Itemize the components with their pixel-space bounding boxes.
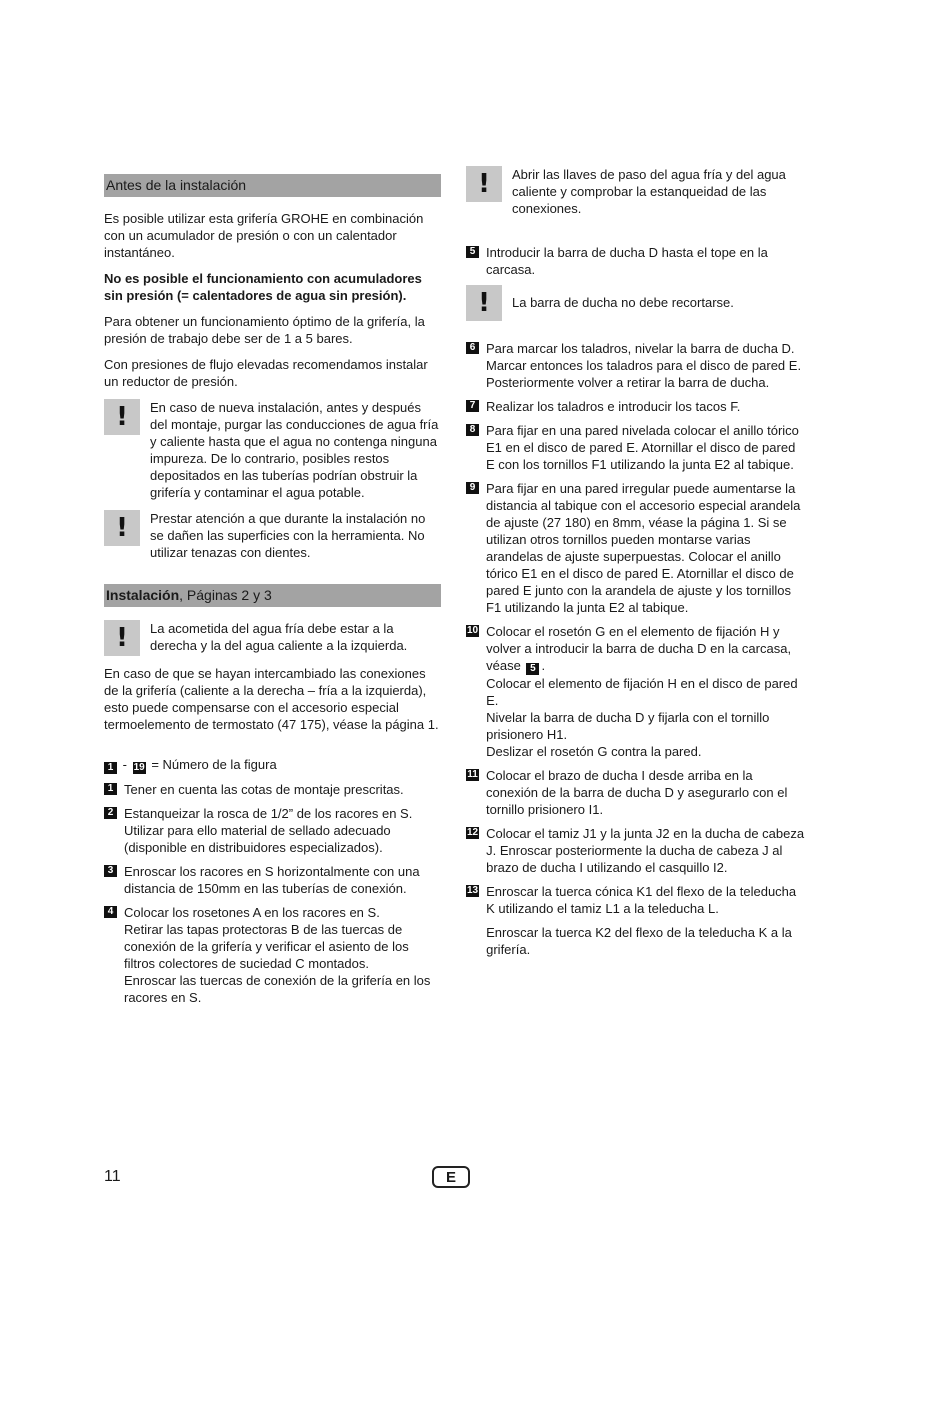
warning-text: En caso de nueva instalación, antes y después del montaje, purgar las conducciones de agua fría y caliente hasta que el agua no contenga ninguna impureza. De lo contrario, posibles restos depositados en las tuberías podrían obstruir la grifería y contaminar el agua potable. (150, 400, 439, 500)
page-number: 11 (104, 1168, 121, 1185)
warning-note (104, 399, 441, 501)
heading-rest: , Páginas 2 y 3 (179, 587, 272, 603)
step-line: Colocar los rosetones A en los racores en S. (124, 905, 380, 920)
paragraph: Con presiones de flujo elevadas recomendamos instalar un reductor de presión. (104, 357, 428, 389)
step-number-badge: 12 (467, 827, 479, 838)
step-number-badge: 3 (104, 865, 117, 877)
step-item (466, 398, 806, 415)
figure-number-badge: 1 (104, 762, 117, 774)
step-text: Tener en cuenta las cotas de montaje prescritas. (124, 782, 404, 797)
step-number-badge: 4 (104, 906, 117, 918)
warning-note (466, 285, 806, 321)
heading-bold: Instalación (106, 587, 180, 603)
paragraph: Para obtener un funcionamiento óptimo de la grifería, la presión de trabajo debe ser de 1 a 5 bares. (104, 314, 425, 346)
step-item (466, 883, 806, 917)
step-text (124, 904, 441, 1006)
step-line: Colocar el rosetón G en el elemento de fijación H y volver a introducir la barra de ducha D en la carcasa, véase 5 . (486, 624, 792, 674)
step-item (104, 781, 441, 798)
step-text: Enroscar los racores en S horizontalmente con una distancia de 150mm en las tuberías de conexión. (124, 864, 420, 896)
step-text: Para marcar los taladros, nivelar la barra de ducha D. Marcar entonces los taladros para el disco de pared E. Posteriormente volver a retirar la barra de ducha. (486, 341, 802, 390)
step-number-badge: 5 (466, 246, 479, 258)
step-text: Enroscar la tuerca cónica K1 del flexo de la teleducha K utilizando el tamiz L1 a la teleducha L. (486, 884, 797, 916)
step-item (466, 767, 806, 818)
step-number-badge: 8 (466, 424, 479, 436)
step-number-badge: 1 (104, 783, 117, 795)
step-text (486, 623, 806, 760)
step-text: Introducir la barra de ducha D hasta el tope en la carcasa. (486, 245, 768, 277)
step-number-badge: 2 (104, 807, 117, 819)
legend-text: = Número de la figura (151, 757, 277, 772)
step-line: Retirar las tapas protectoras B de las tuercas de conexión de la grifería y verificar el asiento de los filtros colectores de suciedad C montados. (124, 922, 409, 971)
warning-text: Prestar atención a que durante la instalación no se dañen las superficies con la herramienta. No utilizar tenazas con dientes. (150, 511, 426, 560)
step-line: Colocar el elemento de fijación H en el disco de pared E. (486, 676, 798, 708)
warning-note (466, 166, 806, 217)
paragraph: Es posible utilizar esta grifería GROHE en combinación con un acumulador de presión o con un calentador instantáneo. (104, 211, 424, 260)
step-number-badge: 13 (467, 885, 479, 896)
step-text: Realizar los taladros e introducir los tacos F. (486, 399, 741, 414)
step-text: Para fijar en una pared nivelada colocar el anillo tórico E1 en el disco de pared E. Atornillar el disco de pared E con los tornillos F1 utilizando la junta E2 al tabique. (486, 423, 799, 472)
figure-number-badge: 19 (133, 762, 145, 773)
step-line: Deslizar el rosetón G contra la pared. (486, 744, 702, 759)
exclamation-icon: ! (466, 166, 502, 202)
left-column (104, 174, 441, 1013)
step-text: Colocar el brazo de ducha I desde arriba en la conexión de la barra de ducha D y asegurarlo con el tornillo prisionero I1. (486, 768, 788, 817)
step-continuation (466, 924, 806, 958)
step-item (466, 244, 806, 278)
exclamation-icon: ! (104, 399, 140, 435)
step-number-badge: 11 (467, 769, 478, 780)
step-item (466, 422, 806, 473)
right-column (466, 166, 806, 965)
step-text: Enroscar la tuerca K2 del flexo de la teleducha K a la grifería. (486, 925, 792, 957)
section-heading-installation (104, 584, 441, 607)
step-item (104, 863, 441, 897)
warning-text: Abrir las llaves de paso del agua fría y del agua caliente y comprobar la estanqueidad de las conexiones. (512, 167, 786, 216)
warning-text: La acometida del agua fría debe estar a la derecha y la del agua caliente a la izquierda. (150, 621, 408, 653)
step-item (104, 904, 441, 1006)
section-heading-before-installation: Antes de la instalación (104, 174, 441, 197)
step-number-badge: 7 (466, 400, 479, 412)
paragraph: En caso de que se hayan intercambiado las conexiones de la grifería (caliente a la derecha – fría a la izquierda), esto puede compensarse con el accesorio especial termoelemento de termostato (47 175), véase la página 1. (104, 666, 439, 732)
exclamation-icon: ! (104, 620, 140, 656)
paragraph-bold: No es posible el funcionamiento con acumuladores sin presión (= calentadores de agua sin presión). (104, 271, 422, 303)
figure-legend (104, 756, 441, 774)
step-item (466, 825, 806, 876)
step-item (104, 805, 441, 856)
step-text: Estanqueizar la rosca de 1/2” de los racores en S. Utilizar para ello material de sellado adecuado (disponible en distribuidores especializados). (124, 806, 413, 855)
warning-note (104, 620, 441, 656)
step-number-badge: 6 (466, 342, 479, 354)
step-number-badge: 9 (466, 482, 479, 494)
legend-dash: - (119, 757, 131, 772)
step-text: Colocar el tamiz J1 y la junta J2 en la ducha de cabeza J. Enroscar posteriormente la ducha de cabeza J al brazo de ducha I utilizando el casquillo I2. (486, 826, 805, 875)
exclamation-icon: ! (466, 285, 502, 321)
step-item (466, 623, 806, 760)
step-number-badge: 10 (467, 625, 479, 636)
step-line: Enroscar las tuercas de conexión de la grifería en los racores en S. (124, 973, 431, 1005)
figure-number-badge: 5 (526, 663, 539, 675)
warning-note (104, 510, 441, 561)
step-line: Nivelar la barra de ducha D y fijarla con el tornillo prisionero H1. (486, 710, 770, 742)
language-badge (432, 1166, 470, 1188)
warning-text: La barra de ducha no debe recortarse. (512, 295, 734, 310)
step-item (466, 480, 806, 616)
language-code: E (445, 1168, 456, 1186)
step-text: Para fijar en una pared irregular puede aumentarse la distancia al tabique con el accesorio especial arandela de ajuste (27 180) en 8mm, véase la página 1. Si se utilizan otros tornillos pueden montarse varias arandelas de ajuste superpuestas. Colocar el anillo tórico E1 en el disco de pared E. Atornillar el disco de pared E junto con la arandela de ajuste y los tornillos F1 utilizando la junta E2 al tabique. (486, 481, 801, 615)
exclamation-icon: ! (104, 510, 140, 546)
step-item (466, 340, 806, 391)
